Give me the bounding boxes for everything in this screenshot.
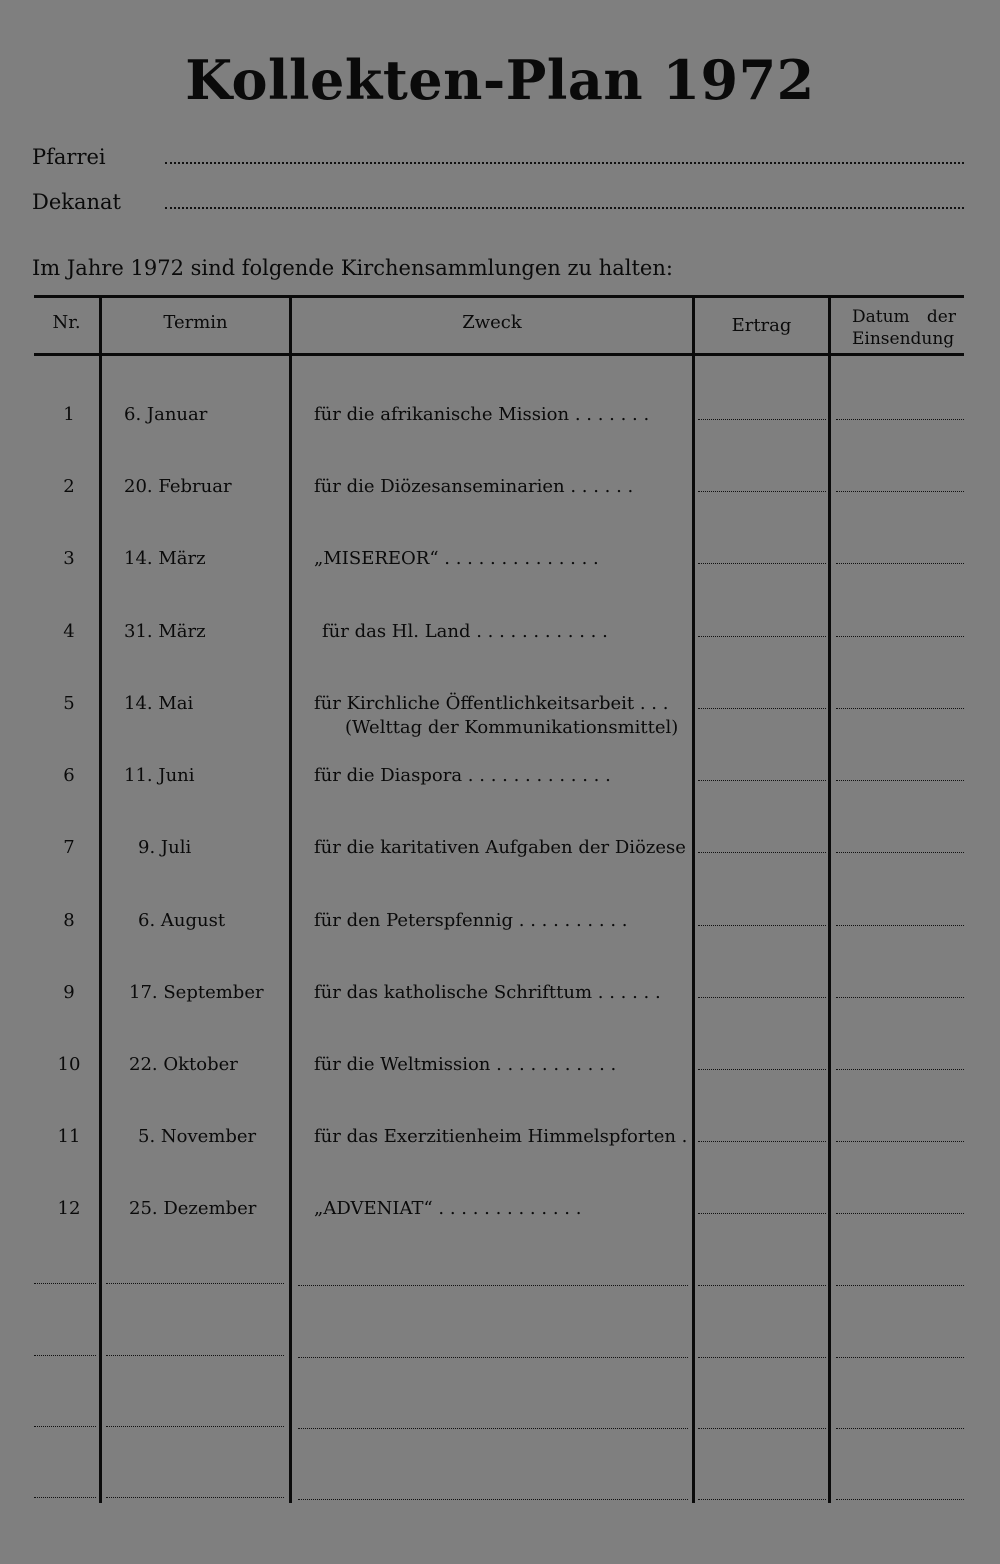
einsendung-field[interactable] <box>836 925 964 926</box>
row-termin: 5. November <box>138 1126 257 1147</box>
row-nr: 8 <box>63 910 75 931</box>
row-zweck: für Kirchliche Öffentlichkeitsarbeit . . . <box>314 693 669 714</box>
einsendung-field[interactable] <box>836 491 964 492</box>
row-zweck: „MISEREOR“ . . . . . . . . . . . . . . <box>314 548 599 569</box>
ertrag-field[interactable] <box>698 852 826 853</box>
row-zweck: für das katholische Schrifttum . . . . . . <box>314 982 661 1003</box>
table-row <box>0 910 1000 950</box>
row-nr: 10 <box>57 1054 81 1075</box>
table-row <box>0 1126 1000 1166</box>
row-termin: 22. Oktober <box>129 1054 238 1075</box>
table-row <box>0 476 1000 516</box>
blank-termin-field[interactable] <box>106 1497 284 1498</box>
einsendung-field[interactable] <box>836 563 964 564</box>
row-nr: 4 <box>63 621 75 642</box>
row-nr: 11 <box>57 1126 81 1147</box>
einsendung-field[interactable] <box>836 997 964 998</box>
row-nr: 3 <box>63 548 75 569</box>
pfarrei-label: Pfarrei <box>32 145 106 169</box>
row-termin: 9. Juli <box>138 837 192 858</box>
einsendung-field[interactable] <box>836 852 964 853</box>
blank-ertrag-field[interactable] <box>698 1285 826 1286</box>
pfarrei-field[interactable] <box>165 162 964 164</box>
header-nr: Nr. <box>52 312 81 333</box>
blank-nr-field[interactable] <box>34 1283 96 1284</box>
blank-ertrag-field[interactable] <box>698 1428 826 1429</box>
blank-zweck-field[interactable] <box>298 1285 688 1286</box>
row-zweck: für den Peterspfennig . . . . . . . . . . <box>314 910 628 931</box>
table-row <box>0 693 1000 738</box>
ertrag-field[interactable] <box>698 563 826 564</box>
row-nr: 6 <box>63 765 75 786</box>
dekanat-field[interactable] <box>165 207 964 209</box>
header-datum-line2: Einsendung <box>852 329 955 349</box>
table-row <box>0 404 1000 444</box>
einsendung-field[interactable] <box>836 1069 964 1070</box>
row-zweck: für das Exerzitienheim Himmelspforten . <box>314 1126 688 1147</box>
ertrag-field[interactable] <box>698 925 826 926</box>
header-zweck: Zweck <box>462 312 522 333</box>
ertrag-field[interactable] <box>698 780 826 781</box>
row-zweck: für die afrikanische Mission . . . . . . . <box>314 404 650 425</box>
row-termin: 25. Dezember <box>129 1198 257 1219</box>
row-zweck: für das Hl. Land . . . . . . . . . . . . <box>322 621 608 642</box>
ertrag-field[interactable] <box>698 491 826 492</box>
row-zweck: für die karitativen Aufgaben der Diözese <box>314 837 686 858</box>
row-termin: 6. Januar <box>124 404 208 425</box>
row-termin: 17. September <box>129 982 264 1003</box>
row-zweck: für die Diaspora . . . . . . . . . . . . . <box>314 765 611 786</box>
ertrag-field[interactable] <box>698 636 826 637</box>
einsendung-field[interactable] <box>836 419 964 420</box>
row-zweck: für die Weltmission . . . . . . . . . . . <box>314 1054 617 1075</box>
table-row <box>0 621 1000 661</box>
table-row <box>0 982 1000 1022</box>
table-top-rule <box>34 295 964 298</box>
row-zweck: für die Diözesanseminarien . . . . . . <box>314 476 634 497</box>
row-nr: 9 <box>63 982 75 1003</box>
row-nr: 7 <box>63 837 75 858</box>
ertrag-field[interactable] <box>698 1141 826 1142</box>
blank-einsendung-field[interactable] <box>836 1499 964 1500</box>
blank-termin-field[interactable] <box>106 1426 284 1427</box>
blank-einsendung-field[interactable] <box>836 1428 964 1429</box>
blank-einsendung-field[interactable] <box>836 1285 964 1286</box>
row-termin: 11. Juni <box>124 765 195 786</box>
table-header-rule <box>34 353 964 356</box>
header-datum-line1: Datum der <box>852 307 956 327</box>
blank-ertrag-field[interactable] <box>698 1499 826 1500</box>
einsendung-field[interactable] <box>836 708 964 709</box>
row-termin: 20. Februar <box>124 476 232 497</box>
intro-text: Im Jahre 1972 sind folgende Kirchensammlungen zu halten: <box>32 256 673 280</box>
einsendung-field[interactable] <box>836 780 964 781</box>
row-termin: 14. Mai <box>124 693 194 714</box>
blank-termin-field[interactable] <box>106 1283 284 1284</box>
ertrag-field[interactable] <box>698 1213 826 1214</box>
table-row <box>0 837 1000 877</box>
ertrag-field[interactable] <box>698 1069 826 1070</box>
blank-zweck-field[interactable] <box>298 1428 688 1429</box>
blank-nr-field[interactable] <box>34 1497 96 1498</box>
blank-zweck-field[interactable] <box>298 1357 688 1358</box>
blank-einsendung-field[interactable] <box>836 1357 964 1358</box>
row-zweck: „ADVENIAT“ . . . . . . . . . . . . . <box>314 1198 582 1219</box>
header-ertrag: Ertrag <box>731 315 792 336</box>
blank-nr-field[interactable] <box>34 1355 96 1356</box>
ertrag-field[interactable] <box>698 997 826 998</box>
row-zweck-note: (Welttag der Kommunikationsmittel) <box>345 717 679 738</box>
dekanat-label: Dekanat <box>32 190 121 214</box>
blank-nr-field[interactable] <box>34 1426 96 1427</box>
blank-termin-field[interactable] <box>106 1355 284 1356</box>
page-title: Kollekten-Plan 1972 <box>185 48 815 112</box>
row-termin: 14. März <box>124 548 206 569</box>
einsendung-field[interactable] <box>836 636 964 637</box>
row-nr: 1 <box>63 404 75 425</box>
row-nr: 12 <box>57 1198 81 1219</box>
table-row <box>0 1198 1000 1238</box>
row-nr: 2 <box>63 476 75 497</box>
row-termin: 6. August <box>138 910 226 931</box>
blank-zweck-field[interactable] <box>298 1499 688 1500</box>
table-row <box>0 1054 1000 1094</box>
blank-ertrag-field[interactable] <box>698 1357 826 1358</box>
table-row <box>0 548 1000 588</box>
einsendung-field[interactable] <box>836 1141 964 1142</box>
ertrag-field[interactable] <box>698 419 826 420</box>
table-row <box>0 765 1000 805</box>
row-nr: 5 <box>63 693 75 714</box>
ertrag-field[interactable] <box>698 708 826 709</box>
einsendung-field[interactable] <box>836 1213 964 1214</box>
row-termin: 31. März <box>124 621 206 642</box>
header-termin: Termin <box>163 312 228 333</box>
